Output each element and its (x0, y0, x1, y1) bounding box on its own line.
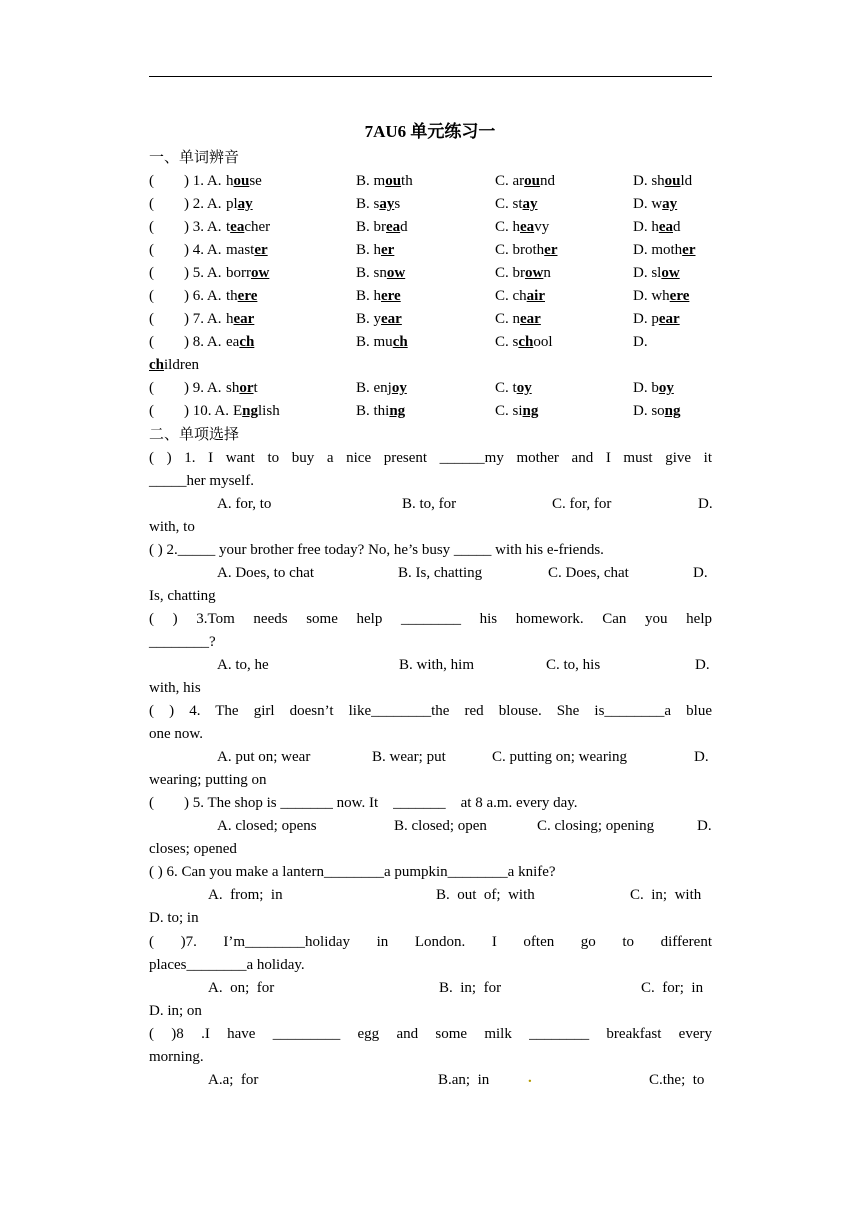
word-part: E (233, 403, 243, 419)
word-part: th (401, 173, 413, 189)
question-1-option-a: A. for, to (217, 496, 272, 512)
question-4-text-cont: one now. (149, 726, 204, 742)
question-2-option-a: A. Does, to chat (217, 565, 315, 581)
question-number: ( ) 5. A. (149, 265, 222, 281)
word-part: D. b (633, 380, 659, 396)
question-3-option-d: D. (695, 657, 710, 673)
option-d (633, 170, 692, 193)
underlined-letters: ng (242, 403, 259, 419)
underlined-letters: ea (658, 219, 674, 235)
underlined-letters: ow (251, 265, 270, 281)
underlined-letters: er (682, 242, 696, 258)
option-c (495, 308, 541, 331)
question-6-option-d-wrap: D. to; in (149, 910, 199, 926)
option-a (226, 216, 270, 239)
word-part: B. mu (356, 334, 393, 350)
question-3-option-b: B. with, him (399, 657, 475, 673)
underlined-letters: ea (386, 219, 401, 235)
option-b (356, 239, 394, 262)
question-4-text: ( ) 4. The girl doesn’t like________the red blouse. She is________a blue (149, 703, 712, 719)
option-d (633, 377, 674, 400)
option-b (356, 331, 408, 354)
question-3-option-d-wrap: with, his (149, 680, 201, 696)
page-title: 7AU6 单元练习一 (364, 122, 496, 141)
underlined-letters: ay (237, 196, 253, 212)
option-b (356, 170, 413, 193)
section-heading-pronunciation: 一、单词辨音 (149, 148, 240, 166)
word-part: t (253, 380, 258, 396)
underlined-letters: ou (233, 173, 250, 189)
question-number: ( ) 7. A. (149, 311, 222, 327)
option-b (356, 400, 405, 423)
underlined-letters: ear (233, 311, 255, 327)
word-part: ea (226, 334, 240, 350)
word-part: vy (534, 219, 550, 235)
underlined-letters: ere (381, 288, 401, 304)
question-2-option-c: C. Does, chat (548, 565, 629, 581)
question-4-option-d-wrap: wearing; putting on (149, 772, 267, 788)
question-number: ( ) 3. A. (149, 219, 222, 235)
word-part: B. h (356, 242, 382, 258)
stray-dot-mark: . (528, 1070, 532, 1086)
word-part: B. y (356, 311, 382, 327)
word-part: B. br (356, 219, 386, 235)
option-a (226, 308, 254, 331)
question-4-option-a: A. put on; wear (217, 749, 311, 765)
underlined-letters: ou (664, 173, 681, 189)
pronunciation-question-10 (149, 400, 712, 423)
question-number: ( ) 1. A. (149, 173, 222, 189)
word-part: D. w (633, 196, 663, 212)
word-part: D. p (633, 311, 659, 327)
question-7-option-b: B. in; for (439, 980, 502, 996)
question-8-mc-option-b: B.an; in (438, 1072, 490, 1088)
word-part: D. h (633, 219, 659, 235)
option-a (226, 285, 257, 308)
question-8-mc-option-c: C.the; to (649, 1072, 705, 1088)
question-6-option-b: B. out of; with (436, 887, 535, 903)
underlined-letters: ear (520, 311, 541, 327)
word-part: D. sl (633, 265, 662, 281)
underlined-letters: oy (391, 380, 407, 396)
pronunciation-question-7 (149, 308, 712, 331)
question-number: ( ) 2. A. (149, 196, 222, 212)
underlined-letters: ow (386, 265, 406, 281)
word-part: B. thi (356, 403, 390, 419)
word-part: C. n (495, 311, 521, 327)
question-5-option-c: C. closing; opening (537, 818, 655, 834)
underlined-letters: ear (381, 311, 402, 327)
underlined-letters: ou (385, 173, 402, 189)
underlined-letters: ea (520, 219, 535, 235)
question-3-text-cont: ________? (149, 634, 216, 650)
question-1-text-cont: _____her myself. (149, 473, 254, 489)
underlined-letters: ear (658, 311, 680, 327)
option-b (356, 216, 408, 239)
option-c (495, 400, 538, 423)
word-part: C. t (495, 380, 517, 396)
option-a (233, 400, 280, 423)
question-2-option-d: D. (693, 565, 708, 581)
word-part: borr (226, 265, 251, 281)
option-c (495, 193, 538, 216)
question-7-text: ( )7. I’m________holiday in London. I often go to different (149, 934, 712, 950)
word-part: lish (258, 403, 280, 419)
word-part: h (226, 311, 234, 327)
option-b (356, 308, 402, 331)
word-part: d (673, 219, 681, 235)
word-part: sh (226, 380, 240, 396)
word-part: ld (680, 173, 693, 189)
option-c (495, 170, 555, 193)
word-part: C. h (495, 219, 521, 235)
section-heading-multiple-choice: 二、单项选择 (149, 425, 240, 443)
question-5-option-b: B. closed; open (394, 818, 487, 834)
question-1-option-b: B. to, for (402, 496, 457, 512)
option-a (226, 239, 268, 262)
word-part: D. sh (633, 173, 665, 189)
word-part: n (543, 265, 551, 281)
question-1-option-d-wrap: with, to (149, 519, 195, 535)
question-7-option-d-wrap: D. in; on (149, 1003, 202, 1019)
option-d (633, 239, 696, 262)
question-3-text: ( ) 3.Tom needs some help ________ his homework. Can you help (149, 611, 712, 627)
option-a (226, 377, 258, 400)
underlined-letters: ou (524, 173, 541, 189)
word-part: B. s (356, 196, 380, 212)
question-2-text: ( ) 2._____ your brother free today? No, he’s busy _____ with his e-friends. (149, 542, 604, 558)
option-a (226, 170, 262, 193)
question-5-text: ( ) 5. The shop is _______ now. It _______ at 8 a.m. every day. (149, 795, 578, 811)
question-number: ( ) 6. A. (149, 288, 222, 304)
option-c (495, 377, 532, 400)
option-d (633, 262, 680, 285)
word-part: pl (226, 196, 238, 212)
option-b (356, 285, 401, 308)
word-part: C. ch (495, 288, 527, 304)
underlined-letters: ea (230, 219, 245, 235)
word-part: B. sn (356, 265, 387, 281)
underlined-letters: ng (389, 403, 406, 419)
underlined-letters: er (381, 242, 395, 258)
question-3-option-a: A. to, he (217, 657, 269, 673)
question-number: ( ) 9. A. (149, 380, 222, 396)
option-c (495, 331, 553, 354)
question-3-option-c: C. to, his (546, 657, 601, 673)
option-d (633, 400, 681, 423)
word-part: B. h (356, 288, 382, 304)
pronunciation-question-6 (149, 285, 712, 308)
word-part: th (226, 288, 238, 304)
question-number: ( ) 8. A. (149, 334, 222, 350)
underlined-letters: ch (518, 334, 534, 350)
option-a (226, 262, 269, 285)
question-8-wrap (149, 354, 712, 377)
word-part: d (400, 219, 408, 235)
word-part: C. s (495, 334, 519, 350)
question-1-text: ( ) 1. I want to buy a nice present ______my mother and I must give it (149, 450, 712, 466)
question-2-option-b: B. Is, chatting (398, 565, 483, 581)
pronunciation-question-9 (149, 377, 712, 400)
underlined-letters: ch (239, 334, 255, 350)
question-7-option-c: C. for; in (641, 980, 704, 996)
word-part: s (394, 196, 401, 212)
option-d (633, 331, 648, 354)
underlined-letters: ay (379, 196, 395, 212)
underlined-letters: ng (522, 403, 539, 419)
pronunciation-question-5 (149, 262, 712, 285)
question-7-option-a: A. on; for (208, 980, 275, 996)
option-c (495, 262, 551, 285)
underlined-letters: ay (522, 196, 538, 212)
underlined-letters: or (239, 380, 254, 396)
pronunciation-question-8 (149, 331, 712, 354)
underlined-letters: er (544, 242, 558, 258)
word-rest: ildren (164, 357, 199, 373)
pronunciation-question-4 (149, 239, 712, 262)
word-part: h (226, 173, 234, 189)
word-part: cher (244, 219, 271, 235)
word-part: D. (633, 334, 648, 350)
underlined-letters: air (526, 288, 545, 304)
question-7-text-cont: places________a holiday. (149, 957, 305, 973)
question-8-mc-text-cont: morning. (149, 1049, 204, 1065)
underlined-letters: ow (661, 265, 680, 281)
option-d (633, 308, 680, 331)
pronunciation-question-1 (149, 170, 712, 193)
question-2-option-d-wrap: Is, chatting (149, 588, 216, 604)
underlined-letters: ow (525, 265, 544, 281)
underlined-letters: ay (662, 196, 678, 212)
word-part: se (249, 173, 262, 189)
pronunciation-question-2 (149, 193, 712, 216)
option-d (633, 193, 677, 216)
option-b (356, 193, 400, 216)
question-5-option-a: A. closed; opens (217, 818, 317, 834)
word-part: D. moth (633, 242, 683, 258)
question-4-option-d: D. (694, 749, 709, 765)
question-8-mc-text: ( )8 .I have _________ egg and some milk ________ breakfast every (149, 1026, 712, 1042)
question-4-option-b: B. wear; put (372, 749, 446, 765)
option-b (356, 262, 405, 285)
option-c (495, 216, 549, 239)
underlined-letters: ng (664, 403, 681, 419)
underlined-letters: ere (669, 288, 690, 304)
option-d (633, 216, 681, 239)
word-part: D. wh (633, 288, 670, 304)
option-a (226, 331, 254, 354)
word-part: C. st (495, 196, 523, 212)
question-4-option-c: C. putting on; wearing (492, 749, 627, 765)
word-part: t (226, 219, 231, 235)
question-number: ( ) 10. A. (149, 403, 229, 419)
option-b (356, 377, 407, 400)
word-part: B. m (356, 173, 386, 189)
word-part: D. so (633, 403, 665, 419)
word-part: mast (226, 242, 255, 258)
option-c (495, 285, 545, 308)
word-part: ool (533, 334, 553, 350)
option-d (633, 285, 689, 308)
word-part: C. broth (495, 242, 545, 258)
question-6-option-a: A. from; in (208, 887, 283, 903)
header-rule (149, 76, 712, 77)
underlined-letters: oy (658, 380, 674, 396)
underlined-letters: oy (516, 380, 532, 396)
question-1-option-d: D. (698, 496, 713, 512)
word-part: B. enj (356, 380, 392, 396)
underlined-letters: ch (392, 334, 408, 350)
question-5-option-d: D. (697, 818, 712, 834)
underlined-letters: ch (149, 357, 164, 373)
question-6-option-c: C. in; with (630, 887, 702, 903)
option-c (495, 239, 558, 262)
question-6-text: ( ) 6. Can you make a lantern________a pumpkin________a knife? (149, 864, 556, 880)
word-part: C. br (495, 265, 525, 281)
question-number: ( ) 4. A. (149, 242, 222, 258)
underlined-letters: ere (237, 288, 258, 304)
question-5-option-d-wrap: closes; opened (149, 841, 237, 857)
underlined-letters: er (254, 242, 268, 258)
word-part: nd (540, 173, 556, 189)
question-8-mc-option-a: A.a; for (208, 1072, 259, 1088)
word-part: C. si (495, 403, 523, 419)
pronunciation-question-3 (149, 216, 712, 239)
word-part: C. ar (495, 173, 525, 189)
option-a (226, 193, 253, 216)
question-1-option-c: C. for, for (552, 496, 612, 512)
